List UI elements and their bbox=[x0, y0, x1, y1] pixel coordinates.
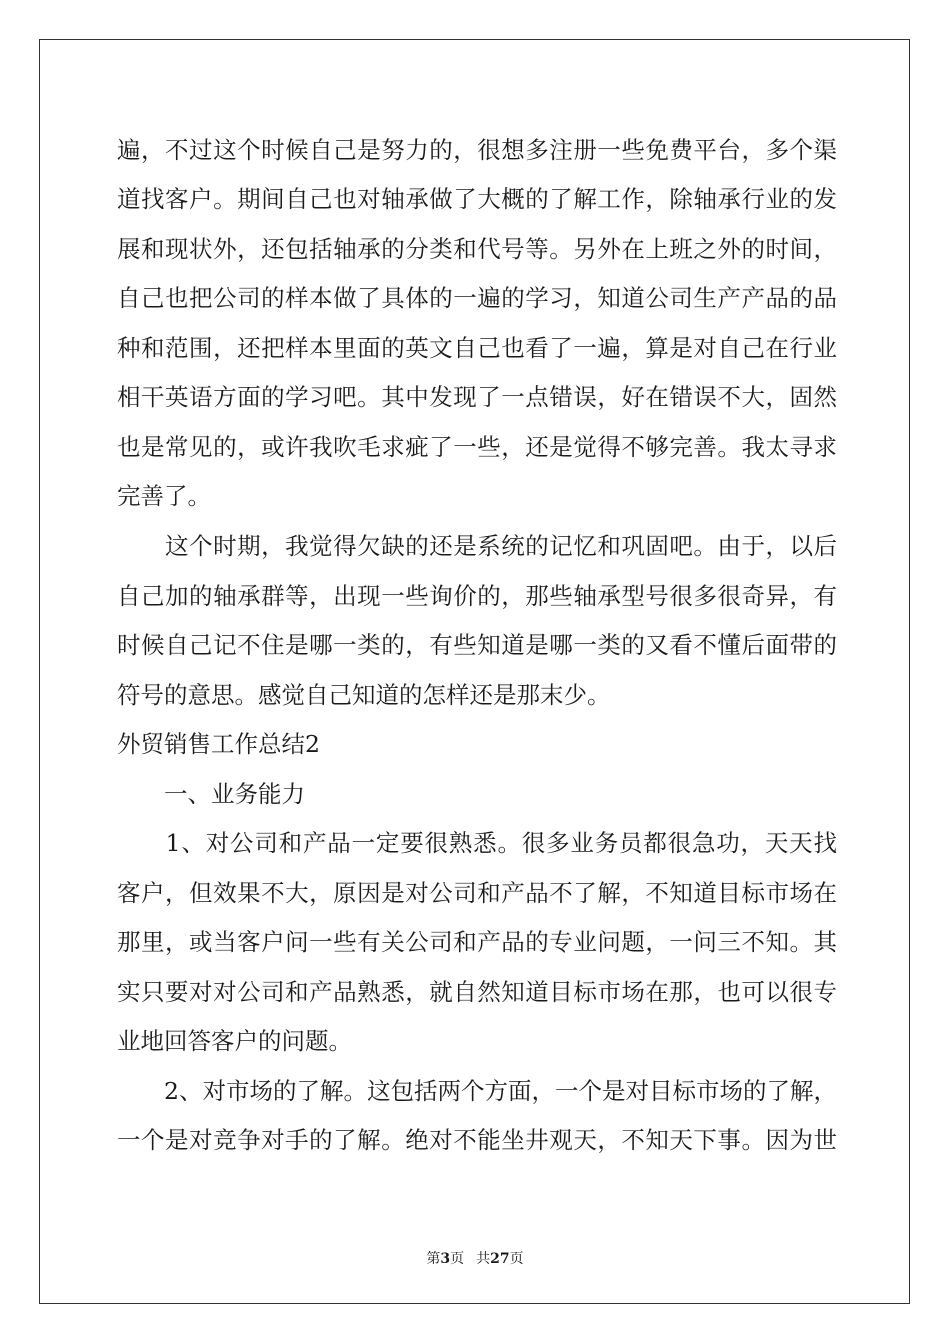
body-line: 实只要对对公司和产品熟悉，就自然知道目标市场在那，也可以很专 bbox=[117, 978, 837, 1006]
subsection-heading: 一、业务能力 bbox=[117, 780, 305, 808]
section-heading: 外贸销售工作总结2 bbox=[117, 730, 320, 758]
current-page-number: 3 bbox=[440, 1251, 451, 1267]
total-prefix: 共 bbox=[476, 1251, 491, 1267]
body-line: 完善了。 bbox=[117, 482, 211, 510]
body-line: 一个是对竞争对手的了解。绝对不能坐井观天，不知天下事。因为世 bbox=[117, 1126, 837, 1154]
page-unit: 页 bbox=[450, 1251, 465, 1267]
body-line: 业地回答客户的问题。 bbox=[117, 1027, 352, 1055]
body-line: 那里，或当客户问一些有关公司和产品的专业问题，一问三不知。其 bbox=[117, 928, 837, 956]
body-line: 也是常见的，或许我吹毛求疵了一些，还是觉得不够完善。我太寻求 bbox=[117, 433, 837, 461]
body-line: 相干英语方面的学习吧。其中发现了一点错误，好在错误不大，固然 bbox=[117, 383, 837, 411]
page-number-footer bbox=[0, 1248, 950, 1268]
body-line: 2、对市场的了解。这包括两个方面，一个是对目标市场的了解， bbox=[117, 1077, 837, 1105]
body-line: 道找客户。期间自己也对轴承做了大概的了解工作，除轴承行业的发 bbox=[117, 185, 837, 213]
body-line: 遍，不过这个时候自己是努力的，很想多注册一些免费平台，多个渠 bbox=[117, 136, 837, 164]
total-unit: 页 bbox=[509, 1251, 524, 1267]
body-line: 客户，但效果不大，原因是对公司和产品不了解，不知道目标市场在 bbox=[117, 879, 837, 907]
total-page-count: 27 bbox=[490, 1251, 510, 1267]
body-line: 自己也把公司的样本做了具体的一遍的学习，知道公司生产产品的品 bbox=[117, 284, 837, 312]
body-line: 符号的意思。感觉自己知道的怎样还是那末少。 bbox=[117, 681, 611, 709]
body-line: 自己加的轴承群等，出现一些询价的，那些轴承型号很多很奇异，有 bbox=[117, 582, 837, 610]
body-line: 种和范围，还把样本里面的英文自己也看了一遍，算是对自己在行业 bbox=[117, 334, 837, 362]
page-prefix: 第 bbox=[426, 1251, 441, 1267]
body-line: 时候自己记不住是哪一类的，有些知道是哪一类的又看不懂后面带的 bbox=[117, 631, 837, 659]
body-line: 1、对公司和产品一定要很熟悉。很多业务员都很急功，天天找 bbox=[117, 829, 837, 857]
body-line: 展和现状外，还包括轴承的分类和代号等。另外在上班之外的时间， bbox=[117, 235, 837, 263]
body-line: 这个时期，我觉得欠缺的还是系统的记忆和巩固吧。由于，以后 bbox=[117, 532, 837, 560]
page-border bbox=[39, 39, 910, 1304]
